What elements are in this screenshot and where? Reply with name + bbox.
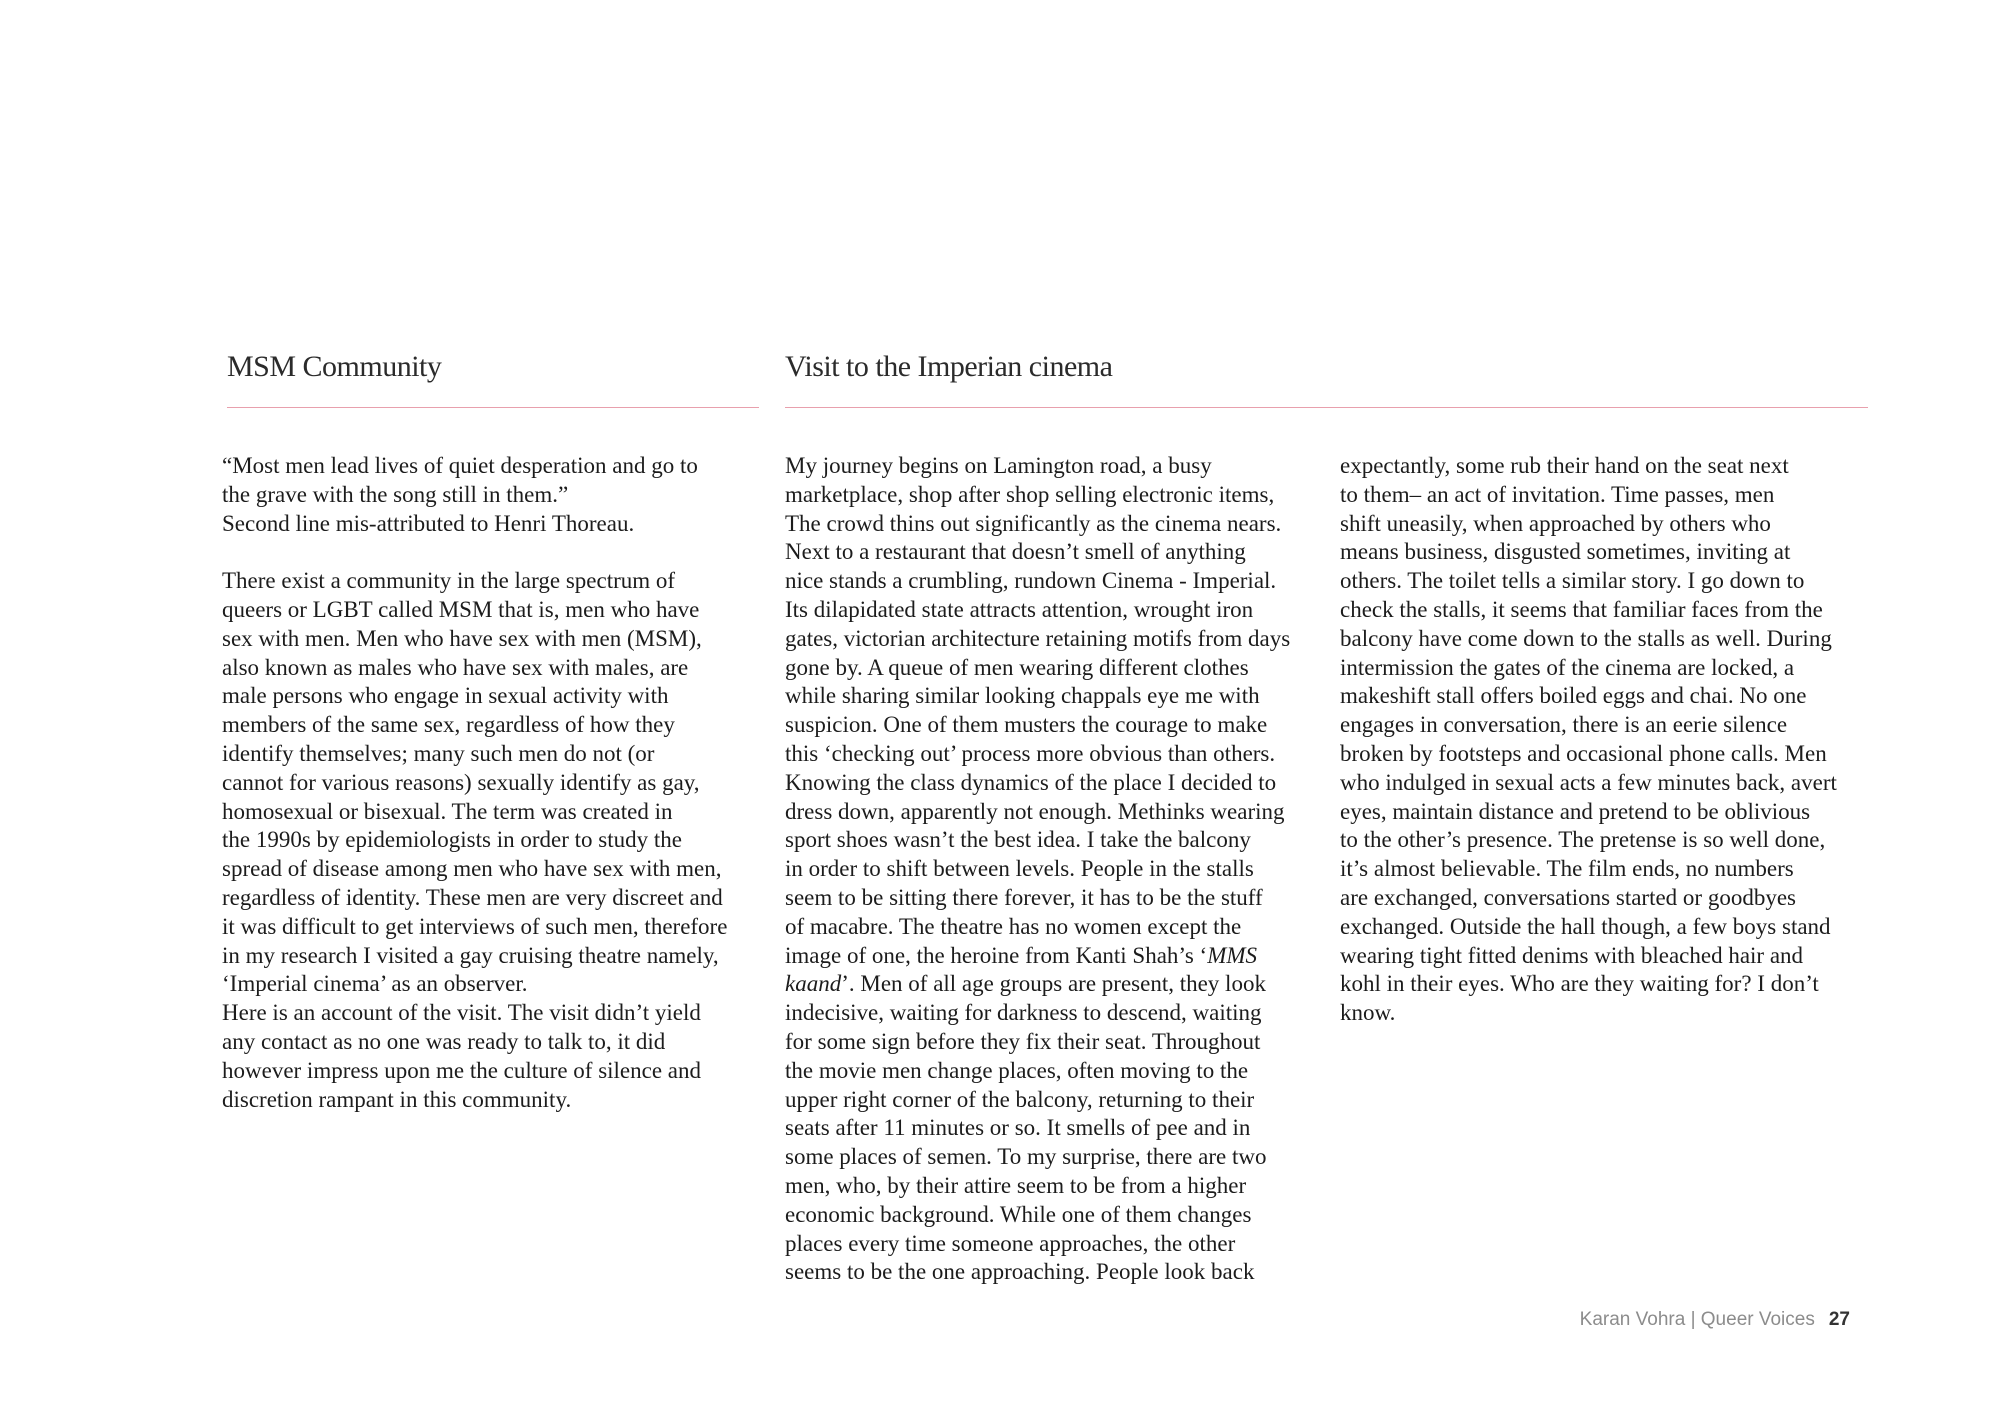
epigraph-quote: “Most men lead lives of quiet desperation and go to the grave with the song still in them.” Second line mis-attributed to Henri Thoreau.	[222, 453, 698, 536]
section-rule-right	[785, 407, 1868, 408]
section-title-imperial-cinema: Visit to the Imperian cinema	[785, 350, 1113, 383]
body-paragraph	[785, 452, 1325, 1287]
section-rule-left	[227, 407, 759, 408]
body-text: My journey begins on Lamington road, a busy marketplace, shop after shop selling electronic items, The crowd thins out significantly as the cinema nears. Next to a restaurant that doesn’t smell of anything nice stands a crumbling, rundown Cinema - Imperial. Its dilapidated state attracts attention, wrought iron gates, victorian architecture retaining motifs from days gone by. A queue of men wearing different clothes while sharing similar looking chappals eye me with suspicion. One of them musters the courage to make this ‘checking out’ process more obvious than others. Knowing the class dynamics of the place I decided to dress down, apparently not enough. Methinks wearing sport shoes wasn’t the best idea. I take the balcony in order to shift between levels. People in the stalls seem to be sitting there forever, it has to be the stuff of macabre. The theatre has no women except the image of one, the heroine from Kanti Shah’s ‘	[785, 453, 1291, 968]
section-title-msm-community: MSM Community	[227, 350, 442, 383]
footer-author-publication: Karan Vohra | Queer Voices	[1579, 1309, 1815, 1330]
text-column-1	[222, 452, 762, 1114]
page-footer	[1580, 1309, 1850, 1331]
body-paragraph: expectantly, some rub their hand on the seat next to them– an act of invitation. Time passes, men shift uneasily, when approached by others who means business, disgusted sometimes, inviting at others. The toilet tells a similar story. I go down to check the stalls, it seems that familiar faces from the balcony have come down to the stalls as well. During intermission the gates of the cinema are locked, a makeshift stall offers boiled eggs and chai. No one engages in conversation, there is an eerie silence broken by footsteps and occasional phone calls. Men who indulged in sexual acts a few minutes back, avert eyes, maintain distance and pretend to be oblivious to the other’s presence. The pretense is so well done, it’s almost believable. The film ends, no numbers are exchanged, conversations started or goodbyes exchanged. Outside the hall though, a few boys stand wearing tight fitted denims with bleached hair and kohl in their eyes. Who are they waiting for? I don’t know.	[1340, 453, 1837, 1026]
body-paragraph: Here is an account of the visit. The visit didn’t yield any contact as no one was ready to talk to, it did however impress upon me the culture of silence and discretion rampant in this community.	[222, 1000, 702, 1112]
body-text: ’. Men of all age groups are present, they look indecisive, waiting for darkness to descend, waiting for some sign before they fix their seat. Throughout the movie men change places, often moving to the upper right corner of the balcony, returning to their seats after 11 minutes or so. It smells of pee and in some places of semen. To my surprise, there are two men, who, by their attire seem to be from a higher economic background. While one of them changes places every time someone approaches, the other seems to be the one approaching. People look back	[785, 971, 1267, 1285]
text-column-2	[785, 452, 1325, 1287]
page-number: 27	[1828, 1309, 1850, 1330]
text-column-3	[1340, 452, 1880, 1028]
film-title: MMS kaand	[785, 942, 1258, 997]
paragraph-gap	[222, 538, 762, 567]
body-paragraph: There exist a community in the large spectrum of queers or LGBT called MSM that is, men who have sex with men. Men who have sex with men (MSM), also known as males who have sex with males, are male persons who engage in sexual activity with members of the same sex, regardless of how they identify themselves; many such men do not (or cannot for various reasons) sexually identify as gay, homosexual or bisexual. The term was created in the 1990s by epidemiologists in order to study the spread of disease among men who have sex with men, regardless of identity. These men are very discreet and it was difficult to get interviews of such men, therefore in my research I visited a gay cruising theatre namely, ‘Imperial cinema’ as an observer.	[222, 568, 728, 997]
